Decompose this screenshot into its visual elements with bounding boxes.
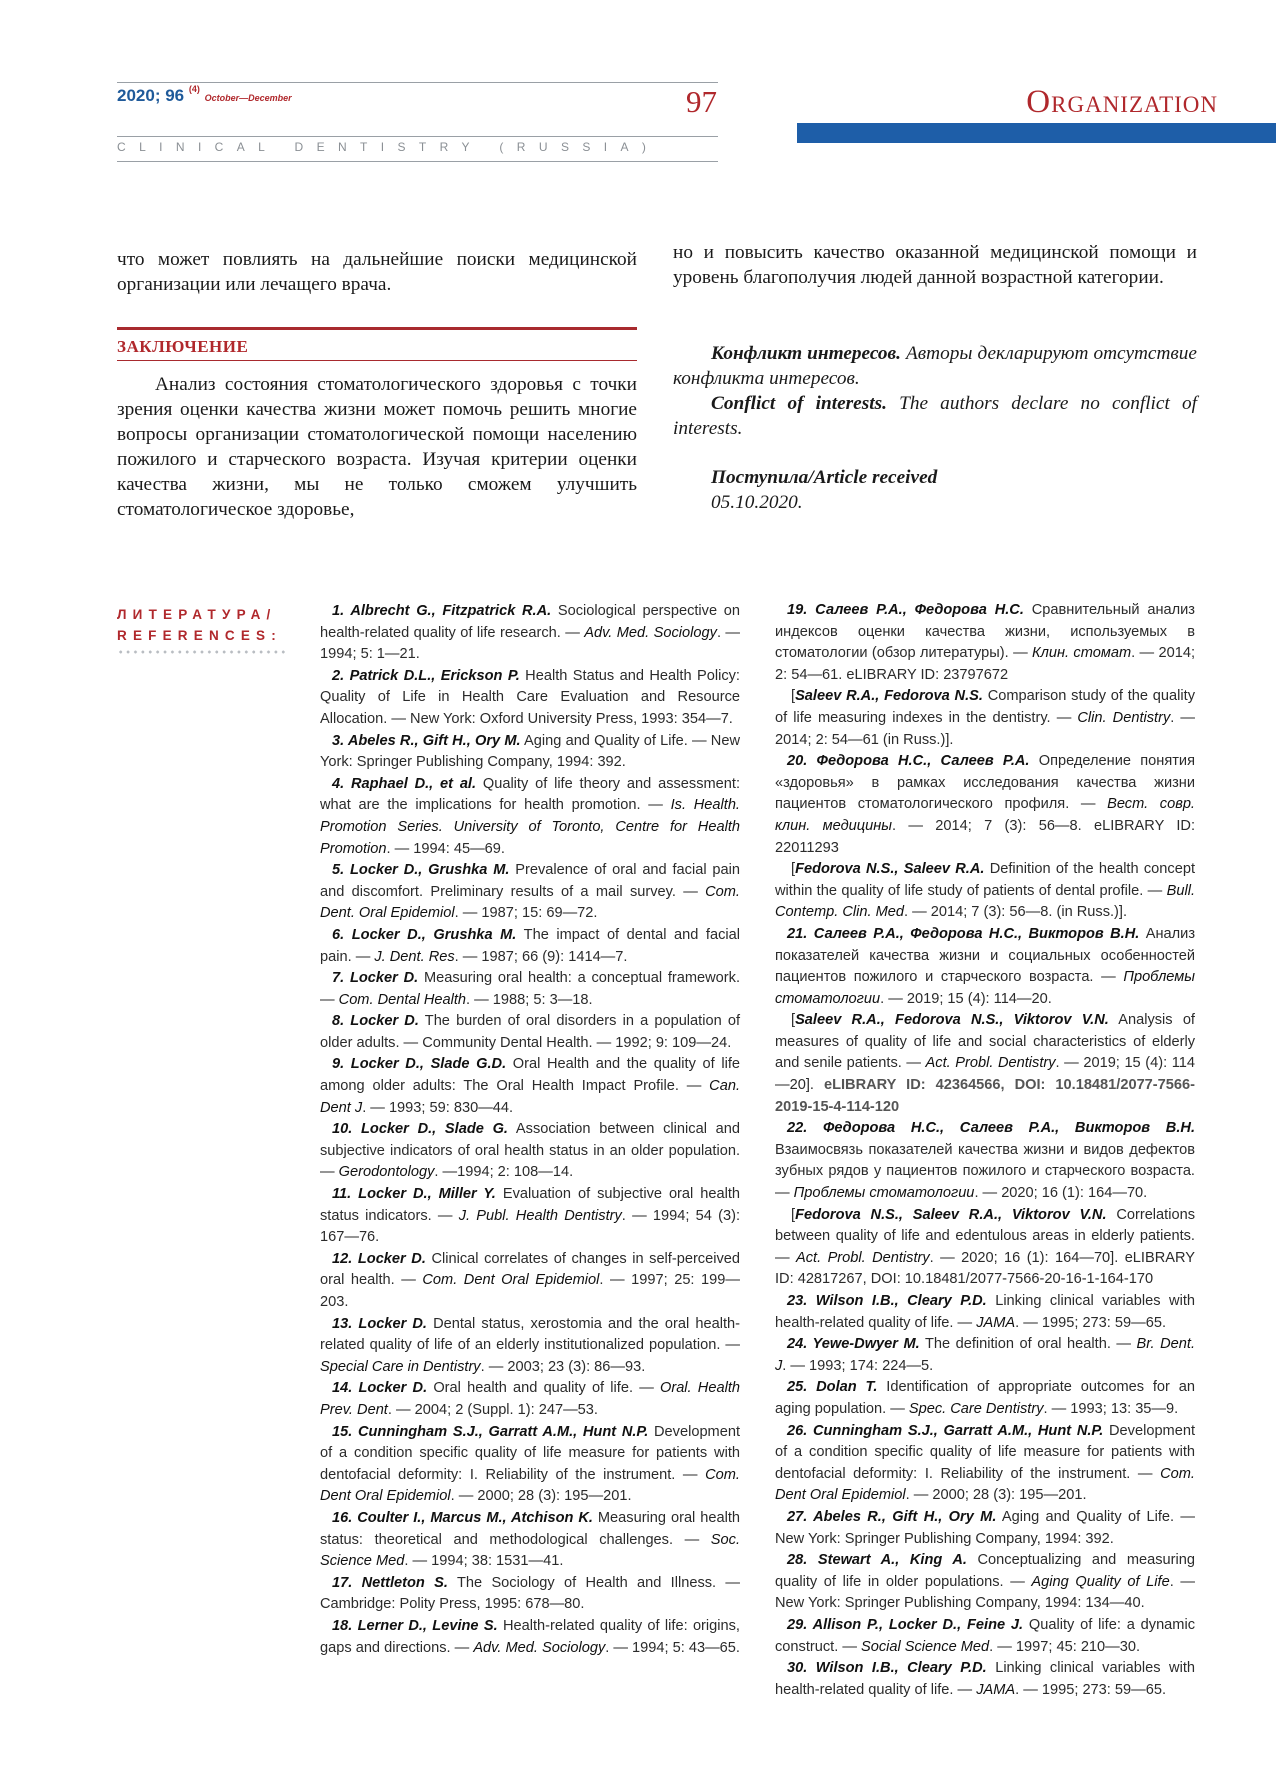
reference-details: . — 1997; 45: 210—30.: [989, 1638, 1141, 1655]
reference-details: . — 1993; 174: 224—5.: [782, 1357, 934, 1374]
reference-title: Comparison study of the quality of life measuring indexes in the dentistry. —: [775, 688, 1195, 726]
reference-item: [775, 1421, 1195, 1507]
reference-title: Linking clinical variables with health-related quality of life. —: [775, 1660, 1195, 1698]
reference-item: [320, 925, 740, 968]
reference-details: . — 1997; 25: 199—203.: [320, 1272, 740, 1310]
reference-item: [320, 1616, 740, 1659]
reference-details: . — 1987; 66 (9): 1414—7.: [454, 948, 628, 965]
reference-authors: Saleev R.A., Fedorova N.S.: [795, 688, 983, 705]
header-rule-middle: [117, 136, 718, 137]
reference-title: Анализ показателей качества жизни и социальных особенностей пациентов пожилого и старческого возраста. —: [775, 925, 1196, 986]
reference-item: [Saleev R.A., Fedorova N.S. Comparison study of the quality of life measuring indexes in the dentistry. — Clin. Dentistry. — 2014; 2: 54—61 (in Russ.)].: [775, 688, 1196, 748]
reference-item: [320, 860, 740, 925]
reference-item: [775, 1334, 1195, 1377]
reference-journal: JAMA: [976, 1681, 1016, 1698]
reference-item: [320, 1378, 740, 1421]
reference-details: . — 2014; 7 (3): 56—8. (in Russ.)].: [903, 904, 1128, 921]
reference-details: . — 2000; 28 (3): 195—201.: [905, 1487, 1087, 1504]
reference-authors: 26. Cunningham S.J., Garratt A.M., Hunt N.P.: [787, 1422, 1104, 1439]
reference-details: . — 2014; 7 (3): 56—8. eLIBRARY ID: 22011293: [775, 817, 1195, 856]
reference-title: Взаимосвязь показателей качества жизни и видов дефектов зубных рядов у пациентов пожилого и старческого возраста. —: [775, 1141, 1195, 1202]
reference-item: [320, 1422, 740, 1508]
reference-details: . — 2003; 23 (3): 86—93.: [480, 1358, 646, 1375]
heading-underline: [117, 360, 637, 361]
conflict-en-text: The authors declare no conflict of interests.: [673, 393, 1197, 439]
reference-authors: 20. Федорова Н.С., Салеев Р.А.: [787, 753, 1030, 770]
reference-journal: J. Publ. Health Dentistry: [458, 1207, 622, 1224]
reference-item: [320, 601, 740, 666]
reference-details: . — 1994; 5: 43—65.: [605, 1639, 740, 1656]
reference-details: . — 1995; 273: 59—65.: [1015, 1681, 1167, 1698]
references-column-left: [320, 601, 740, 1659]
reference-item: [775, 1118, 1195, 1204]
year-volume: 2020; 96: [117, 86, 185, 105]
reference-title: Aging and Quality of Life. — New York: Springer Publishing Company, 1994: 392.: [320, 732, 740, 771]
reference-journal: Act. Probl. Dentistry: [796, 1249, 930, 1266]
reference-authors: 12. Locker D.: [332, 1250, 426, 1267]
reference-item: [775, 600, 1195, 686]
issue-number: (4): [188, 84, 200, 94]
reference-details: . — 2020; 16 (1): 164—70]. eLIBRARY ID: 42817267, DOI: 10.18481/2077-7566-20-16-1-164-170: [775, 1249, 1195, 1288]
reference-details: . — 1994; 38: 1531—41.: [404, 1553, 564, 1570]
reference-authors: 13. Locker D.: [332, 1315, 427, 1332]
reference-item: [775, 924, 1195, 1010]
reference-details: . — 1993; 13: 35—9.: [1043, 1400, 1179, 1417]
reference-details: . — 2019; 15 (4): 114—20].: [775, 1055, 1195, 1094]
reference-authors: 14. Locker D.: [332, 1380, 428, 1397]
reference-details: . — 2014; 2: 54—61. eLIBRARY ID: 23797672: [775, 645, 1195, 683]
reference-item: [Saleev R.A., Fedorova N.S., Viktorov V.N. Analysis of measures of quality of life and social characteristics of elderly and senile patients. — Act. Probl. Dentistry. — 2019; 15 (4): 114—20]. eLIBRARY ID: 42364566, DOI: 10.18481/2077-7566-2019-15-4-114-120: [775, 1012, 1195, 1115]
reference-journal: Gerodontology: [338, 1164, 435, 1181]
conflict-of-interest-en: [673, 391, 1197, 441]
issue-info: [117, 86, 292, 106]
reference-authors: 19. Салеев Р.А., Федорова Н.С.: [787, 602, 1024, 618]
reference-authors: 15. Cunningham S.J., Garratt A.M., Hunt N.P.: [332, 1423, 649, 1440]
reference-journal: J. Dent. Res: [374, 948, 455, 965]
reference-authors: 1. Albrecht G., Fitzpatrick R.A.: [332, 603, 552, 619]
reference-title: Сравнительный анализ индексов оценки качества жизни, используемых в стоматологии (обзор литературы). —: [775, 602, 1195, 662]
reference-title: Dental status, xerostomia and the oral health-related quality of life of an elderly institutionalized population. —: [320, 1315, 740, 1354]
reference-details: . — 1995; 273: 59—65.: [1015, 1314, 1167, 1331]
reference-details: . — 2020; 16 (1): 164—70.: [974, 1185, 1148, 1202]
references-label-en: REFERENCES:: [117, 628, 282, 643]
reference-journal: Can. Dent J: [320, 1078, 740, 1116]
reference-details: . — 2014; 2: 54—61 (in Russ.)].: [775, 709, 1196, 748]
reference-title: Определение понятия «здоровья» в рамках исследования качества жизни пациентов стоматологического профиля. —: [775, 753, 1195, 813]
reference-authors: 18. Lerner D., Levine S.: [332, 1617, 498, 1634]
reference-title: The definition of oral health. —: [919, 1336, 1137, 1353]
reference-details: . — 1994; 54 (3): 167—76.: [320, 1207, 740, 1246]
reference-authors: 23. Wilson I.B., Cleary P.D.: [787, 1293, 987, 1309]
reference-journal: Act. Probl. Dentistry: [925, 1055, 1056, 1072]
reference-item: [775, 751, 1195, 859]
reference-journal: Special Care in Dentistry: [320, 1358, 481, 1375]
reference-journal: Adv. Med. Sociology: [584, 624, 717, 641]
reference-item: [320, 774, 740, 860]
reference-title: The burden of oral disorders in a population of older adults. — Community Dental Health. — 1992; 9: 109—24.: [320, 1013, 741, 1051]
reference-journal: Com. Dent Oral Epidemiol: [422, 1272, 600, 1289]
reference-journal: Вест. совр. клин. медицины: [775, 796, 1195, 834]
conclusion-paragraph: Анализ состояния стоматологического здоровья с точки зрения оценки качества жизни может помочь решить многие вопросы организации стоматологической помощи населению пожилого и старческого возраста. Изучая критерии оценки качества жизни, мы не только сможем улучшить стоматологическое здоровье,: [117, 374, 637, 520]
reference-item: [320, 1184, 740, 1249]
received-label: [711, 465, 937, 490]
reference-journal: Com. Dent. Oral Epidemiol: [320, 883, 740, 922]
reference-title: Oral health and quality of life. —: [427, 1380, 660, 1397]
reference-title: Health-related quality of life: origins, gaps and directions. —: [320, 1617, 740, 1656]
reference-title: Correlations between quality of life and edentulous areas in elderly patients. —: [775, 1206, 1195, 1266]
reference-journal: Клин. стомат: [1032, 645, 1132, 662]
reference-authors: 7. Locker D.: [332, 970, 419, 987]
reference-title: Association between clinical and subjective indicators of oral health status in an older population. —: [320, 1121, 740, 1181]
reference-title: Linking clinical variables with health-related quality of life. —: [775, 1293, 1195, 1331]
section-title: Organization: [1026, 84, 1218, 120]
reference-title: Definition of the health concept within the quality of life study of patients of dental profile. —: [775, 861, 1195, 899]
reference-authors: Fedorova N.S., Saleev R.A., Viktorov V.N.: [795, 1206, 1107, 1223]
reference-journal: Spec. Care Dentistry: [908, 1400, 1044, 1417]
conflict-ru-label: Конфликт интересов.: [711, 343, 901, 364]
reference-details: . — New York: Springer Publishing Company, 1994: 134—40.: [775, 1573, 1195, 1612]
reference-authors: 16. Coulter I., Marcus M., Atchison K.: [332, 1509, 593, 1526]
reference-item: [320, 666, 740, 731]
conclusion-heading: ЗАКЛЮЧЕНИЕ: [117, 337, 249, 356]
reference-authors: 4. Raphael D., et al.: [332, 775, 477, 792]
references-label-ru: ЛИТЕРАТУРА/: [117, 607, 277, 622]
reference-title: Evaluation of subjective oral health status indicators. —: [320, 1186, 741, 1224]
reference-item: [775, 1550, 1195, 1615]
reference-title: Quality of life: a dynamic construct. —: [775, 1616, 1195, 1655]
reference-authors: Saleev R.A., Fedorova N.S., Viktorov V.N.: [795, 1012, 1109, 1029]
issue-period: October—December: [204, 93, 292, 103]
reference-item: [775, 1291, 1195, 1334]
reference-details: . —1994; 2: 108—14.: [434, 1164, 574, 1181]
page-number: 97: [686, 84, 717, 119]
reference-title: Sociological perspective on health-related quality of life research. —: [320, 603, 740, 641]
reference-authors: 5. Locker D., Grushka M.: [332, 862, 510, 879]
reference-authors: 6. Locker D., Grushka M.: [332, 926, 517, 943]
reference-authors: 29. Allison P., Locker D., Feine J.: [787, 1616, 1024, 1633]
reference-journal: Bull. Contemp. Clin. Med: [775, 882, 1195, 921]
reference-authors: 24. Yewe-Dwyer M.: [787, 1336, 920, 1353]
reference-authors: 8. Locker D.: [332, 1013, 419, 1030]
reference-item: [775, 1377, 1195, 1420]
references-column-right: [775, 600, 1195, 1701]
reference-details: . — 1994: 45—69.: [386, 840, 505, 857]
reference-details: . — 2019; 15 (4): 114—20.: [880, 990, 1052, 1007]
reference-details: . — 1988; 5: 3—18.: [466, 991, 593, 1008]
reference-authors: 21. Салеев Р.А., Федорова Н.С., Викторов В.Н.: [787, 925, 1140, 942]
reference-item: [775, 1658, 1195, 1701]
reference-journal: Soc. Science Med: [320, 1531, 740, 1570]
reference-title: Development of a condition specific quality of life measure for patients with dentofacial deformity: I. Reliability of the instrument. —: [775, 1422, 1196, 1482]
reference-journal: Проблемы стоматологии: [793, 1185, 975, 1202]
section-color-bar: [797, 123, 1276, 143]
reference-details: . — 2000; 28 (3): 195—201.: [450, 1488, 632, 1505]
reference-authors: 3. Abeles R., Gift H., Ory M.: [332, 732, 521, 749]
conflict-ru-text: Авторы декларируют отсутствие конфликта интересов.: [673, 343, 1197, 389]
reference-journal: Clin. Dentistry: [1077, 709, 1171, 726]
reference-authors: 30. Wilson I.B., Cleary P.D.: [787, 1660, 987, 1677]
reference-journal: Br. Dent. J: [775, 1336, 1195, 1374]
reference-item: [320, 1573, 740, 1616]
reference-authors: 11. Locker D., Miller Y.: [332, 1186, 496, 1203]
reference-journal: Oral. Health Prev. Dent: [320, 1380, 740, 1418]
received-date: 05.10.2020.: [711, 492, 803, 513]
conflict-of-interest-ru: [673, 341, 1197, 391]
reference-title: Analysis of measures of quality of life and social characteristics of elderly and senile patients. —: [775, 1012, 1195, 1072]
reference-doi: eLIBRARY ID: 42364566, DOI: 10.18481/2077-7566-2019-15-4-114-120: [775, 1077, 1195, 1115]
reference-authors: 9. Locker D., Slade G.D.: [332, 1056, 507, 1073]
reference-authors: 27. Abeles R., Gift H., Ory M.: [787, 1508, 997, 1525]
reference-journal: Social Science Med: [860, 1638, 990, 1655]
reference-title: Quality of life theory and assessment: what are the implications for health promotion. —: [320, 775, 740, 814]
reference-journal: JAMA: [976, 1314, 1016, 1331]
reference-title: Measuring oral health status: theoretical and methodological challenges. —: [320, 1509, 740, 1548]
reference-item: [Fedorova N.S., Saleev R.A., Viktorov V.N. Correlations between quality of life and edentulous areas in elderly patients. — Act. Probl. Dentistry. — 2020; 16 (1): 164—70]. eLIBRARY ID: 42817267, DOI: 10.18481/2077-7566-20-16-1-164-170: [775, 1206, 1195, 1288]
reference-authors: 2. Patrick D.L., Erickson P.: [332, 667, 520, 684]
reference-authors: 17. Nettleton S.: [332, 1574, 448, 1591]
reference-item: [320, 1054, 740, 1119]
left-paragraph-continued: что может повлиять на дальнейшие поиски медицинской организации или лечащего врача.: [117, 249, 637, 295]
reference-item: [320, 968, 740, 1011]
reference-title: Prevalence of oral and facial pain and discomfort. Preliminary results of a mail survey. —: [320, 862, 740, 900]
reference-authors: 28. Stewart A., King A.: [787, 1552, 967, 1569]
header-rule-bottom: [117, 161, 718, 162]
reference-journal: Com. Dent Oral Epidemiol: [320, 1466, 740, 1505]
reference-item: [775, 1615, 1195, 1658]
reference-authors: 10. Locker D., Slade G.: [332, 1121, 508, 1138]
reference-journal: Com. Dental Health: [338, 991, 467, 1008]
reference-details: . — 1993; 59: 830—44.: [362, 1099, 514, 1116]
reference-journal: Aging Quality of Life: [1031, 1573, 1170, 1590]
right-paragraph: но и повысить качество оказанной медицинской помощи и уровень благополучия людей данной возрастной категории.: [673, 242, 1197, 288]
references-label: [117, 604, 282, 646]
reference-authors: Fedorova N.S., Saleev R.A.: [795, 861, 985, 878]
reference-item: [Fedorova N.S., Saleev R.A. Definition of the health concept within the quality of life study of patients of dental profile. — Bull. Contemp. Clin. Med. — 2014; 7 (3): 56—8. (in Russ.)].: [775, 861, 1195, 921]
reference-title: Aging and Quality of Life. — New York: Springer Publishing Company, 1994: 392.: [775, 1508, 1195, 1547]
reference-authors: 22. Федорова Н.С., Салеев Р.А., Викторов В.Н.: [787, 1120, 1195, 1137]
reference-item: [320, 1249, 740, 1314]
reference-item: [320, 1508, 740, 1573]
reference-title: Health Status and Health Policy: Quality of Life in Health Care Evaluation and Resource Allocation. — New York: Oxford University Press, 1993: 354—7.: [320, 667, 740, 727]
reference-item: [320, 1314, 740, 1379]
conflict-en-label: Conflict of interests.: [711, 393, 887, 414]
reference-title: The Sociology of Health and Illness. — Cambridge: Polity Press, 1995: 678—80.: [320, 1574, 740, 1613]
reference-title: Measuring oral health: a conceptual framework. —: [320, 970, 741, 1008]
reference-details: . — 1987; 15: 69—72.: [454, 905, 598, 922]
reference-title: The impact of dental and facial pain. —: [320, 926, 740, 965]
reference-item: [320, 1119, 740, 1184]
reference-item: [320, 731, 740, 774]
reference-details: . — 2004; 2 (Suppl. 1): 247—53.: [387, 1401, 598, 1418]
reference-journal: Проблемы стоматологии: [775, 969, 1195, 1007]
references-dotted-rule: [117, 650, 285, 654]
reference-title: Oral Health and the quality of life among older adults: The Oral Health Impact Profile. —: [320, 1056, 740, 1095]
reference-title: Identification of appropriate outcomes for an aging population. —: [775, 1379, 1195, 1417]
received-label-text: Поступила/Article received: [711, 467, 938, 488]
reference-journal: Com. Dent Oral Epidemiol: [775, 1465, 1195, 1504]
reference-item: [775, 1507, 1195, 1550]
reference-journal: Is. Health. Promotion Series. University of Toronto, Centre for Health Promotion: [320, 797, 740, 857]
reference-title: Conceptualizing and measuring quality of life in older populations. —: [775, 1552, 1195, 1590]
reference-title: Clinical correlates of changes in self-perceived oral health. —: [320, 1250, 740, 1289]
header-rule-top: [117, 82, 718, 83]
reference-journal: Adv. Med. Sociology: [473, 1639, 606, 1656]
reference-title: Development of a condition specific quality of life measure for patients with dentofacial deformity: I. Reliability of the instrument. —: [320, 1423, 741, 1483]
reference-authors: 25. Dolan T.: [787, 1379, 878, 1396]
reference-details: . — 1994; 5: 1—21.: [320, 624, 741, 663]
journal-name: CLINICAL DENTISTRY (RUSSIA): [117, 140, 660, 154]
reference-item: [320, 1011, 740, 1054]
heading-top-bar: [117, 327, 637, 330]
